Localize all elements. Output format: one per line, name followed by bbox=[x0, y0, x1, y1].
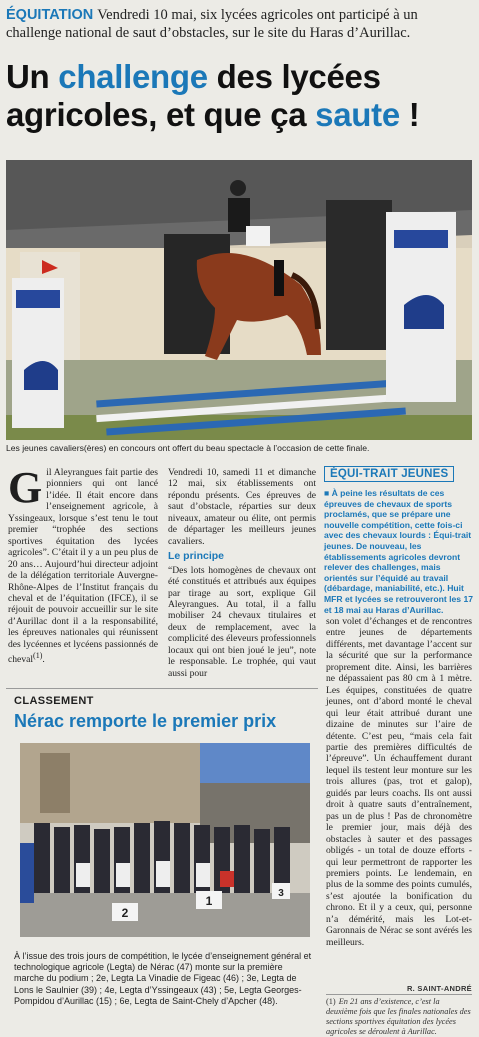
podium-number: 3 bbox=[278, 888, 284, 899]
headline-part: des lycées agricoles, et que ça bbox=[6, 58, 381, 133]
left-wing-standard bbox=[12, 260, 64, 428]
kicker-text: Vendredi 10 mai, six lycées agricoles ont participé à un challenge national de saut d’obstacles, sur le site du Haras d’Aurillac. bbox=[6, 7, 418, 41]
footnote-ref: (1) bbox=[33, 651, 43, 661]
ranking-caption: À l’issue des trois jours de compétition, le lycée d’enseignement général et technologique agricole (Legta) de Nérac (47) monte sur la première marche du podium ; 2e, Legta La Vinadie de Figeac (46) ; 3e, Legta de Lons le Saulnier (39) ; 4e, Legta d’Yssingeaux (43) ; 5e, Legta Georges-Pompidou d’Aurillac (15) ; 6e, Legta de Saint-Chely d’Apcher (48). bbox=[14, 951, 312, 1006]
show-jumping-photo bbox=[6, 160, 472, 440]
article-column-2 bbox=[168, 467, 316, 679]
show-jumping-illustration bbox=[6, 160, 472, 440]
ranking-box bbox=[6, 688, 318, 1024]
box-title: Nérac remporte le premier prix bbox=[14, 711, 277, 731]
drop-cap: G bbox=[8, 463, 43, 512]
author-signature: R. SAINT-ANDRÉ bbox=[406, 984, 472, 993]
headline-highlight: challenge bbox=[58, 58, 208, 95]
footnote-text: En 21 ans d’existence, c’est la deuxième fois que les finales nationales des sections sportives équitation des lycées agricoles se déroulent à Aurillac. bbox=[326, 997, 471, 1036]
sidebar-title: ÉQUI-TRAIT JEUNES bbox=[324, 466, 454, 482]
article-column-1: Gil Aleyrangues fait partie des pionniers qui ont lancé l’idée. Il était encore dans l’enseignement agricole, à Yssingeaux, lorsque s’est tenu le tout premier “trophée des sections sportives équitation des lycées agricoles”. C’était il y a un peu plus de 20 ans… Aujourd’hui directeur adjoint de la délégation territoriale Auvergne-Rhône-Alpes de l’Institut français du cheval et de l’équitation (IFCE), il se réjouit de pouvoir accueillir sur le site d’Aurillac dont il a la responsabilité, les épreuves nationales qui réunissent des lycéennes et lycéens passionnés de cheval$^{(1)}$. bbox=[8, 463, 158, 666]
headline-part: Un bbox=[6, 58, 59, 95]
kicker bbox=[6, 6, 474, 42]
headline bbox=[6, 58, 476, 134]
footnote bbox=[326, 994, 472, 1037]
article-column-3 bbox=[326, 616, 472, 948]
section-tag: ÉQUITATION bbox=[6, 7, 94, 23]
headline-part: ! bbox=[399, 96, 420, 133]
equi-trait-sidebar bbox=[324, 464, 474, 615]
right-wing-standard bbox=[386, 212, 456, 402]
podium-number: 2 bbox=[121, 906, 129, 920]
podium-number: 1 bbox=[205, 894, 213, 908]
article-text: “Des lots homogènes de chevaux ont été constitués et attribués aux équipes par tirage au sort, explique Gil Aleyrangues. Au total, il a fallu mobiliser 24 chevaux titulaires et deux de remplacement, avec la complicité des éleveurs professionnels locaux qui ont bien joué le jeu”, note le responsable. Le trophée, qui vaut aussi pour bbox=[168, 564, 316, 679]
article-text: Vendredi 10, samedi 11 et dimanche 12 mai, six établissements ont répondu présents. Ces épreuves de saut d’obstacle, réparties sur deux niveaux, amateur ou élite, ont permis de départager les meilleurs jeunes cavaliers. bbox=[168, 467, 316, 547]
subhead: Le principe bbox=[168, 550, 225, 563]
article-text: son volet d’échanges et de rencontres entre jeunes de départements différents, met davantage l’accent sur la sécurité que sur la performance proprement dite. Ainsi, les barrières ne dépassaient pas 80 cm à 1 mètre. Les équipes, constituées de quatre jeunes, ont d’abord monté le cheval qui leur était attribué durant une dizaine de minutes sur l’aire de détente. C’est peu, “mais cela fait partie des premières difficultés de l’épreuve”. Un échauffement durant lequel ils testent leur monture sur les trois allures (pas, trot et galop), guidés par leurs coachs. Ils ont aussi droit à quatre sauts d’entraînement, pas un de plus ! Pas de chronomètre le premier jour, mais déjà des obstacles à sauter et des passages obligés - un total de douze efforts - qui leur permettront de rapporter les premiers points. Le lendemain, en plus de la somme des points cumulés, s’est ajoutée la bonification du chrono. Et il y a ceux, qui, personne n’a démérité, mais les Lot-et-Garonnais de Nérac se sont avérés les meilleurs. bbox=[326, 616, 472, 948]
podium-illustration bbox=[20, 743, 310, 937]
photo-caption: Les jeunes cavaliers(ères) en concours ont offert du beau spectacle à l’occasion de cette finale. bbox=[6, 443, 370, 453]
footnote-number: (1) bbox=[326, 997, 336, 1006]
sidebar-text: ■ À peine les résultats de ces épreuves de chevaux de sports proclamés, que se prépare une nouvelle compétition, cette fois-ci avec des chevaux lourds : Équi-trait jeunes. De nouveau, les établissements agricoles devront relever des challenges, mais orientés sur l’équidé au travail (débardage, maniabilité, etc.). Huit MFR et lycées se retrouveront les 17 et 18 mai au Haras d’Aurillac. bbox=[324, 488, 474, 615]
box-label: CLASSEMENT bbox=[14, 695, 94, 707]
podium-photo bbox=[20, 743, 310, 937]
article-text: il Aleyrangues fait partie des pionniers qui ont lancé l’idée. Il était encore dans l’enseignement agricole, à Yssingeaux, lorsque s’est tenu le tout premier “trophée des sections sportives équitation des lycées agricoles”. C’était il y a un peu plus de 20 ans… Aujourd’hui directeur adjoint de la délégation territoriale Auvergne-Rhône-Alpes de l’Institut français du cheval et de l’équitation (IFCE), il se réjouit de pouvoir accueillir sur le site d’Aurillac dont il a la responsabilité, les épreuves nationales qui réunissent des lycéennes et lycéens passionnés de cheval bbox=[8, 467, 158, 666]
headline-highlight: saute bbox=[315, 96, 400, 133]
